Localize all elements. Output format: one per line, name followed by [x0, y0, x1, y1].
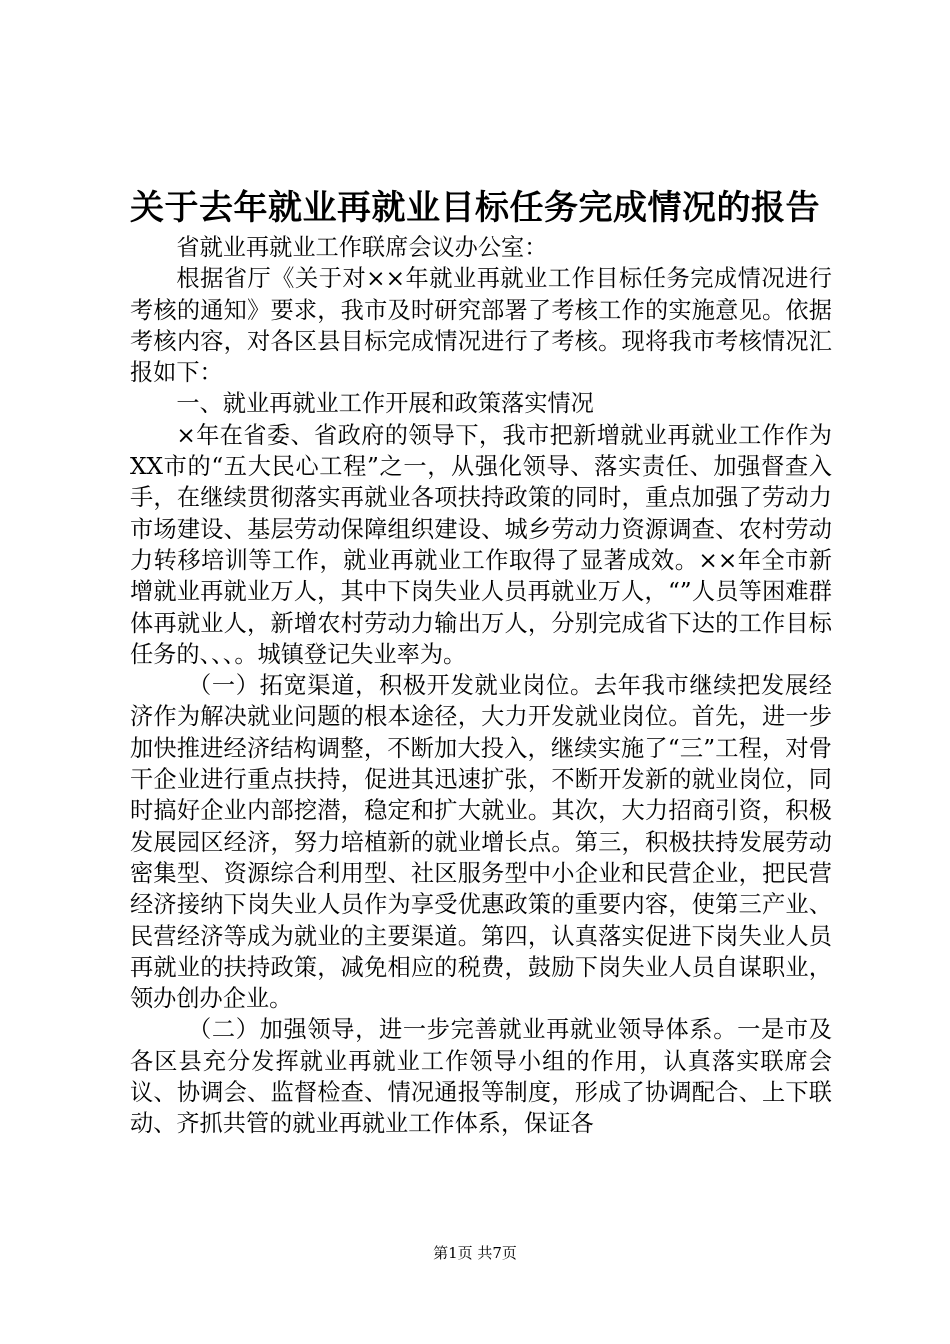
paragraph-overview: ×年在省委、省政府的领导下，我市把新增就业再就业工作作为XX市的“五大民心工程”之一，从强化领导、落实责任、加强督查入手，在继续贯彻落实再就业各项扶持政策的同时，重点加强了劳动力市场建设、基层劳动保障组织建设、城乡劳动力资源调查、农村劳动力转移培训等工作，就业再就业工作取得了显著成效。××年全市新增就业再就业万人，其中下岗失业人员再就业万人，“”人员等困难群体再就业人，新增农村劳动力输出万人，分别完成省下达的工作目标任务的、、、。城镇登记失业率为。: [130, 421, 832, 668]
paragraph-intro: 根据省厅《关于对××年就业再就业工作目标任务完成情况进行考核的通知》要求，我市及时研究部署了考核工作的实施意见。依据考核内容，对各区县目标完成情况进行了考核。现将我市考核情况汇报如下：: [130, 265, 832, 387]
salutation: 省就业再就业工作联席会议办公室：: [176, 234, 548, 261]
document-title: 关于去年就业再就业目标任务完成情况的报告: [130, 188, 820, 228]
paragraph-subsection-1: （一）拓宽渠道，积极开发就业岗位。去年我市继续把发展经济作为解决就业问题的根本途径，大力开发就业岗位。首先，进一步加快推进经济结构调整，不断加大投入，继续实施了“三”工程，对骨干企业进行重点扶持，促进其迅速扩张，不断开发新的就业岗位，同时搞好企业内部挖潜，稳定和扩大就业。其次，大力招商引资，积极发展园区经济，努力培植新的就业增长点。第三，积极扶持发展劳动密集型、资源综合利用型、社区服务型中小企业和民营企业，把民营经济接纳下岗失业人员作为享受优惠政策的重要内容，使第三产业、民营经济等成为就业的主要渠道。第四，认真落实促进下岗失业人员再就业的扶持政策，减免相应的税费，鼓励下岗失业人员自谋职业，领办创办企业。: [130, 672, 832, 1013]
section-heading-1: 一、就业再就业工作开展和政策落实情况: [176, 390, 594, 418]
paragraph-subsection-2: （二）加强领导，进一步完善就业再就业领导体系。一是市及各区县充分发挥就业再就业工作领导小组的作用，认真落实联席会议、协调会、监督检查、情况通报等制度，形成了协调配合、上下联动、齐抓共管的就业再就业工作体系，保证各: [130, 1016, 832, 1138]
page-footer: 第1页 共7页: [433, 1244, 517, 1262]
document-body: [130, 232, 832, 1140]
